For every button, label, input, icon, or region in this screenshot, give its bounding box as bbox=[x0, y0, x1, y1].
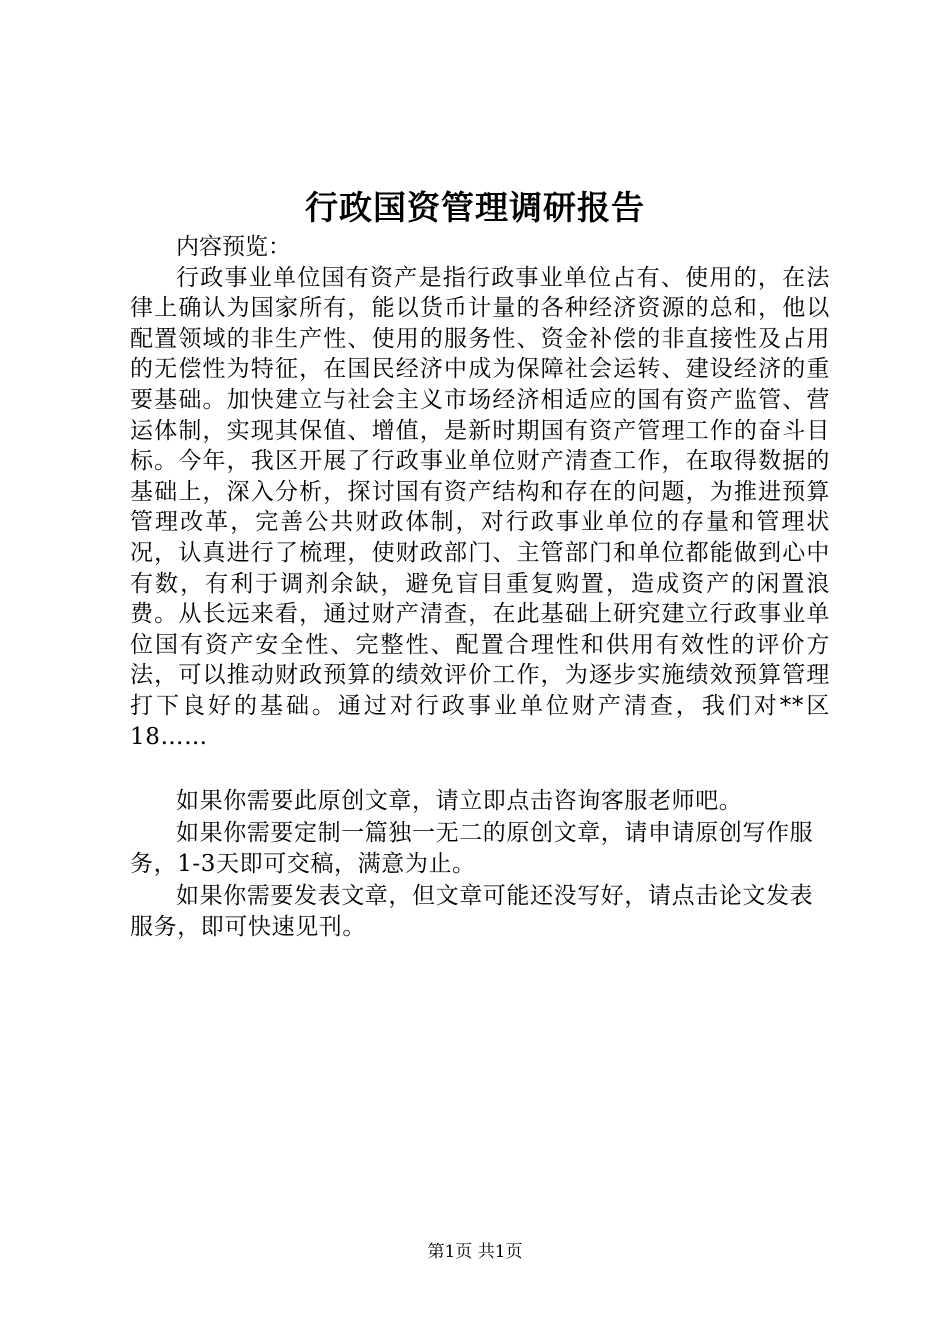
page-footer: 第1页 共1页 bbox=[427, 1242, 523, 1262]
cta-custom-writing-link[interactable]: 如果你需要定制一篇独一无二的原创文章，请申请原创写作服务，1-3天即可交稿，满意为止。 bbox=[130, 819, 814, 877]
preview-paragraph: 行政事业单位国有资产是指行政事业单位占有、使用的，在法律上确认为国家所有，能以货币计量的各种经济资源的总和，他以配置领域的非生产性、使用的服务性、资金补偿的非直接性及占用的无偿性为特征，在国民经济中成为保障社会运转、建设经济的重要基础。加快建立与社会主义市场经济相适应的国有资产监管、营运体制，实现其保值、增值，是新时期国有资产管理工作的奋斗目标。今年，我区开展了行政事业单位财产清查工作，在取得数据的基础上，深入分析，探讨国有资产结构和存在的问题，为推进预算管理改革，完善公共财政体制，对行政事业单位的存量和管理状况，认真进行了梳理，使财政部门、主管部门和单位都能做到心中有数，有利于调剂余缺，避免盲目重复购置，造成资产的闲置浪费。从长远来看，通过财产清查，在此基础上研究建立行政事业单位国有资产安全性、完整性、配置合理性和供用有效性的评价方法，可以推动财政预算的绩效评价工作，为逐步实施绩效预算管理打下良好的基础。通过对行政事业单位财产清查，我们对**区18…… bbox=[130, 264, 830, 750]
preview-section bbox=[130, 232, 830, 752]
cta-consult-link[interactable]: 如果你需要此原创文章，请立即点击咨询客服老师吧。 bbox=[176, 788, 743, 814]
cta-publish-link[interactable]: 如果你需要发表文章，但文章可能还没写好，请点击论文发表服务，即可快速见刊。 bbox=[130, 882, 814, 940]
preview-label: 内容预览： bbox=[176, 234, 291, 260]
cta-section bbox=[130, 786, 830, 944]
document-title: 行政国资管理调研报告 bbox=[305, 188, 645, 227]
